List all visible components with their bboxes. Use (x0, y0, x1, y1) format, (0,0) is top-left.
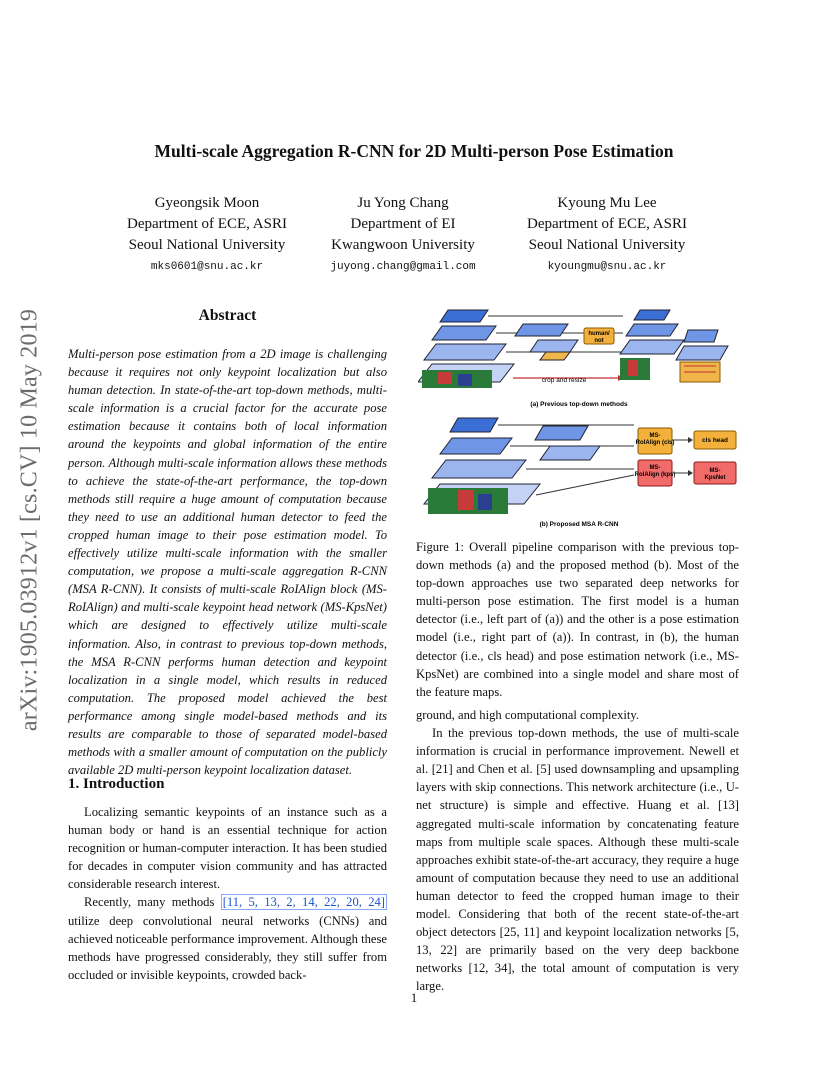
author-inst: Seoul National University (528, 237, 686, 253)
mid-block (530, 340, 578, 352)
feature-pyramid-a-left (418, 310, 514, 388)
label-msroi-cls: MS-RoIAlign (cls) (635, 433, 675, 446)
intro-column (68, 803, 387, 984)
author-dept: Department of ECE, ASRI (527, 216, 687, 232)
author-email[interactable]: mks0601@snu.ac.kr (150, 261, 264, 273)
intro-heading: 1. Introduction (68, 776, 165, 792)
paper-title: Multi-scale Aggregation R-CNN for 2D Multi-person Pose Estimation (154, 141, 674, 161)
author-block (293, 193, 513, 278)
author-block (497, 193, 717, 278)
abstract-heading: Abstract (198, 307, 257, 324)
abstract-text: Multi-person pose estimation from a 2D image is challenging because it requires not only keypoint localization but also human detection. In state-of-the-art top-down methods, multi-scale information is a crucial factor for the accurate pose estimation because it contains both of local information around the keypoints and global information of the entire person. Although multi-scale information allows these methods to achieve the state-of-the-art performance, the top-down methods still require a huge amount of computation because they need to use an additional human detector to feed the cropped human image to their pose estimation model. To effectively utilize multi-scale information with the smaller computation, we propose a multi-scale aggregation R-CNN (MSA R-CNN). It consists of multi-scale RoIAlign block (MS-RoIAlign) and multi-scale keypoint head network (MS-KpsNet) which are designed to effectively utilize multi-scale information. Also, in contrast to previous top-down methods, the MSA R-CNN performs human detection and keypoint localization in a single model, which results in reduced computation. The proposed model achieved the best performance among single model-based methods and its results are comparable to those of separated model-based methods with a smaller amount of computation on the publicly available 2D multi-person keypoint localization dataset. (68, 347, 387, 778)
author-email[interactable]: kyoungmu@snu.ac.kr (547, 261, 667, 273)
figure-caption: Figure 1: Overall pipeline comparison with the previous top-down methods (a) and the proposed method (b). Most of the top-down approaches use two separated deep networks for multi-person pose estimation. The first model is a human detector (i.e., left part of (a)) and the other is a pose estimation model (i.e., right part of (a)). In contrast, in (b), the human detector (i.e., cls head) and pose estimation network (i.e., MS-KpsNet) are combined into a single model and share most of the feature maps. (416, 540, 739, 699)
intro-text: Recently, many methods (84, 895, 215, 910)
caption-a: (a) Previous top-down methods (530, 401, 628, 408)
label-cls-head: cls head (701, 437, 729, 444)
feature-pyramid-a-right (620, 310, 684, 380)
arxiv-identifier: arXiv:1905.03912v1 [cs.CV] 10 May 2019 (16, 308, 43, 732)
body-paragraph: ground, and high computational complexity. (416, 708, 640, 722)
label-human: human/ not (588, 331, 610, 344)
body-paragraph: In the previous top-down methods, the use of multi-scale information is crucial in performance improvement. Newell et al. [21] and Chen et al. [5] used downsampling and upsampling layers with skip connections. This network architecture (i.e., U-net structure) is simple and effective. Huang et al. [13] aggregated multi-scale information by concatenating feature maps from multiple scale spaces. Although these multi-scale approaches exhibit state-of-the-art accuracy, they require a huge amount of computation because they need to use an additional human detector to feed the cropped human image to their model. Considering that both of the recent state-of-the-art object detectors [25, 11] and keypoint localization networks [5, 13, 22] are primarily based on the very deep backbone networks [12, 34], the total amount of computation is very large. (416, 726, 739, 994)
label-crop: crop and resize (541, 377, 587, 384)
intro-paragraph: Localizing semantic keypoints of an instance such as a human body or hand is an essential technique for action recognition or human-computer interaction. It has been studied for decades in computer vision community and has attracted considerable research interest. (68, 805, 387, 892)
author-inst: Seoul National University (128, 237, 286, 253)
intro-paragraph (68, 893, 387, 983)
feature-pyramid-b (424, 418, 540, 514)
caption-b: (b) Proposed MSA R-CNN (539, 521, 619, 528)
figure-1 (418, 300, 740, 532)
author-email[interactable]: juyong.chang@gmail.com (330, 261, 476, 273)
citation-link[interactable]: [11, 5, 13, 2, 14, 22, 20, 24] (222, 895, 385, 910)
author-inst: Kwangwoon University (331, 237, 475, 253)
right-column (416, 706, 739, 996)
page-number: 1 (410, 990, 418, 1005)
mid-block (515, 324, 568, 336)
author-block (97, 193, 317, 278)
author-dept: Department of ECE, ASRI (127, 216, 287, 232)
figure-1-diagram (418, 300, 740, 532)
mid-block (540, 352, 570, 360)
author-name: Gyeongsik Moon (154, 195, 260, 211)
author-name: Kyoung Mu Lee (557, 195, 657, 211)
mid-block (535, 426, 588, 440)
mid-block (540, 446, 600, 460)
author-dept: Department of EI (350, 216, 456, 232)
output-heatmaps-a (676, 330, 728, 382)
label-msroi-kps: MS-RoIAlign (kps) (634, 465, 676, 478)
label-mskps: MS-KpsNet (704, 468, 726, 481)
author-name: Ju Yong Chang (357, 195, 449, 211)
intro-text: utilize deep convolutional neural networks (CNNs) and achieved noticeable performance improvement. Although these methods have progressed considerably, they still suffer from occluded or invisible keypoints, crowded back- (68, 913, 387, 982)
